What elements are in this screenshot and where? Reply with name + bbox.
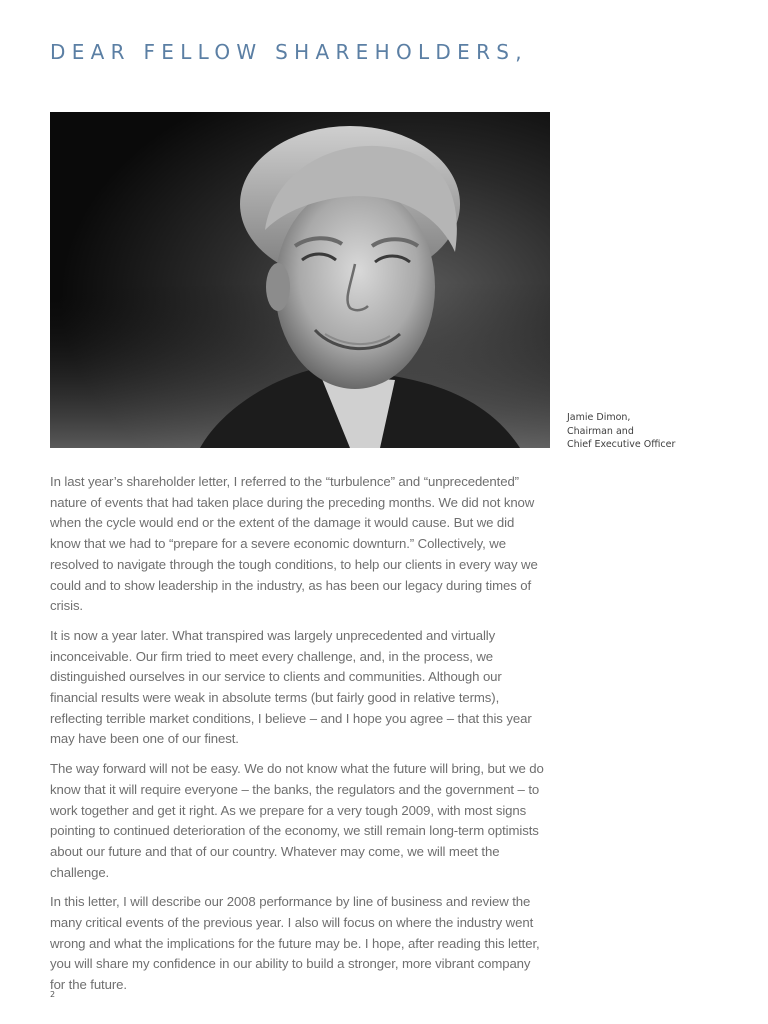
page-title: DEAR FELLOW SHAREHOLDERS, bbox=[50, 40, 528, 64]
caption-title-line-2: Chief Executive Officer bbox=[567, 439, 676, 450]
photo-caption bbox=[567, 411, 747, 452]
page-number: 2 bbox=[50, 990, 56, 999]
caption-title-line-1: Chairman and bbox=[567, 425, 634, 437]
letter-paragraph-3: The way forward will not be easy. We do not know what the future will bring, but we do know that it will require everyone – the banks, the regulators and the government – to work together and get it right. As we prepare for a very tough 2009, with most signs pointing to continued deterioration of the economy, we still remain long-term optimists about our future and that of our country. Whatever may come, we will meet the challenge. bbox=[50, 761, 544, 880]
letter-paragraph-4: In this letter, I will describe our 2008 performance by line of business and review the many critical events of the previous year. I also will focus on where the industry went wrong and what the implications for the future may be. I hope, after reading this letter, you will share my confidence in our ability to build a stronger, more vibrant company for the future. bbox=[50, 894, 540, 993]
portrait-photo bbox=[50, 112, 550, 448]
letter-paragraph-1: In last year’s shareholder letter, I referred to the “turbulence” and “unprecedented” nature of events that had taken place during the preceding months. We did not know when the cycle would end or the extent of the damage it would cause. But we did know that we had to “prepare for a severe economic downturn.” Collectively, we resolved to navigate through the tough conditions, to help our clients in every way we could and to show leadership in the industry, as has been our legacy during times of crisis. bbox=[50, 474, 538, 614]
letter-body bbox=[50, 472, 548, 1005]
caption-name: Jamie Dimon, bbox=[567, 412, 631, 423]
letter-paragraph-2: It is now a year later. What transpired was largely unprecedented and virtually inconceivable. Our firm tried to meet every challenge, and, in the process, we distinguished ourselves in our service to clients and communities. Although our financial results were weak in absolute terms (but fairly good in relative terms), reflecting terrible market conditions, I believe – and I hope you agree – that this year may have been one of our finest. bbox=[50, 627, 532, 747]
portrait-image bbox=[50, 112, 550, 448]
